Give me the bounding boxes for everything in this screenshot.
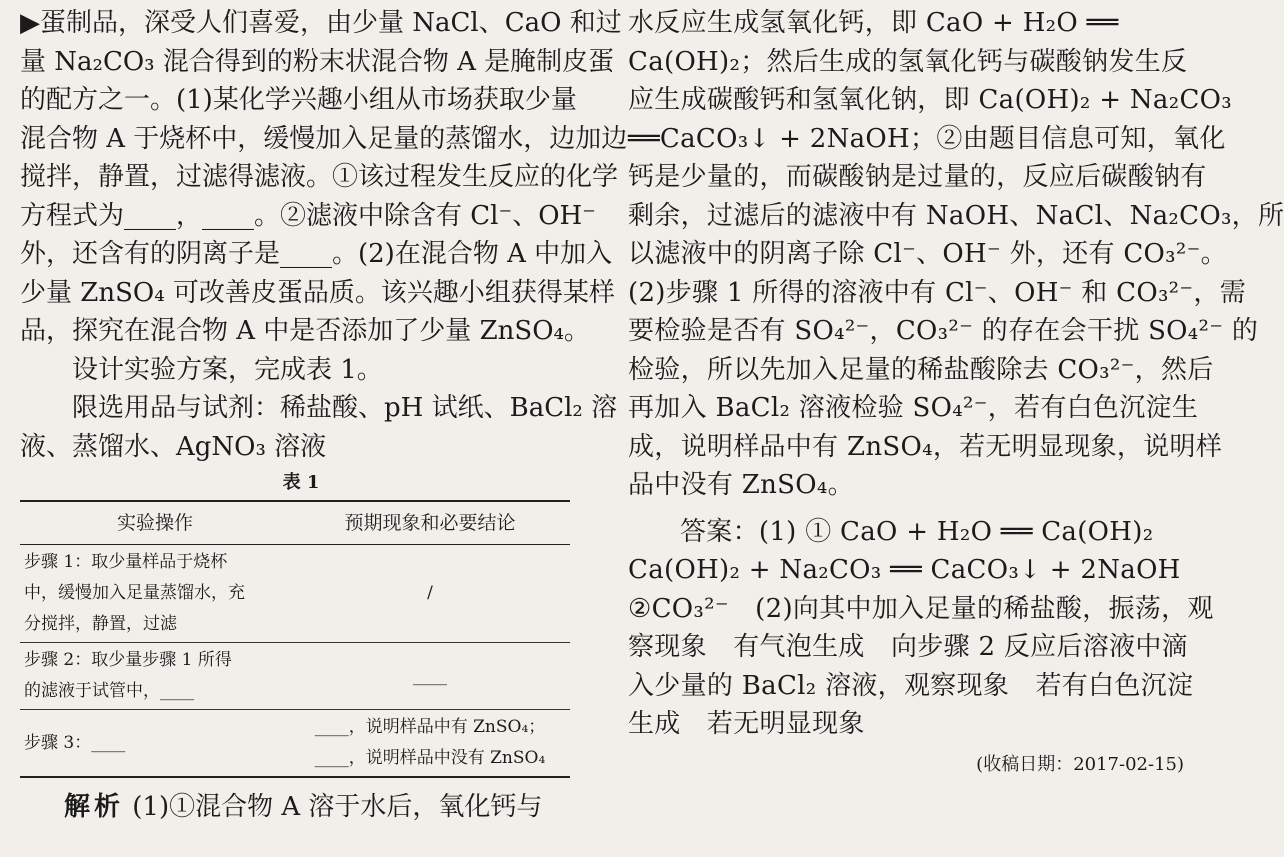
analysis-text: (1)①混合物 A 溶于水后，氧化钙与 [132, 792, 543, 822]
text-line: 要检验是否有 SO₄²⁻，CO₃²⁻ 的存在会干扰 SO₄²⁻ 的 [628, 316, 1259, 346]
answer-line: 入少量的 BaCl₂ 溶液，观察现象 若有白色沉淀 [628, 670, 1194, 701]
text-line: 品，探究在混合物 A 中是否添加了少量 ZnSO₄。 [20, 316, 590, 346]
received-date: (收稿日期：2017-02-15) [976, 753, 1184, 775]
result-cell [290, 710, 570, 778]
cell-text: 中，缓慢加入足量蒸馏水，充 [24, 583, 245, 603]
text-line: 搅拌，静置，过滤得滤液。①该过程发生反应的化学 [20, 162, 619, 192]
cell-text: 步骤 3：____ [24, 732, 126, 753]
text-line: 少量 ZnSO₄ 可改善皮蛋品质。该兴趣小组获得某样 [20, 277, 615, 308]
answer-section [628, 513, 1214, 744]
analysis-continued [628, 4, 1284, 505]
answer-line: 察现象 有气泡生成 向步骤 2 反应后溶液中滴 [628, 632, 1188, 662]
cell-text: 步骤 1：取少量样品于烧杯 [24, 552, 228, 572]
text-line: 外，还含有的阴离子是____。(2)在混合物 A 中加入 [20, 239, 613, 269]
reagent-line: 限选用品与试剂：稀盐酸、pH 试纸、BaCl₂ 溶 [72, 393, 618, 423]
design-instruction: 设计实验方案，完成表 1。 [72, 354, 383, 385]
text-line: 量 Na₂CO₃ 混合得到的粉末状混合物 A 是腌制皮蛋 [20, 46, 615, 77]
result-cell [290, 545, 570, 643]
operation-cell [20, 643, 290, 710]
cell-text: 的滤液于试管中，____ [24, 681, 194, 701]
text-line: 方程式为____，____。②滤液中除含有 Cl⁻、OH⁻ [20, 200, 596, 231]
text-line: 检验，所以先加入足量的稀盐酸除去 CO₃²⁻，然后 [628, 354, 1214, 385]
answer-line: 答案：(1) ① CaO + H₂O ══ Ca(OH)₂ [680, 516, 1154, 547]
table-title: 表 1 [282, 472, 320, 493]
answer-line: ②CO₃²⁻ (2)向其中加入足量的稀盐酸，振荡，观 [628, 593, 1214, 624]
text-line: 应生成碳酸钙和氢氧化钠，即 Ca(OH)₂ + Na₂CO₃ [628, 85, 1232, 115]
column-header-operation: 实验操作 [20, 501, 290, 545]
cell-text: / [427, 583, 433, 603]
cell-text: 步骤 2：取少量步骤 1 所得 [24, 650, 232, 670]
left-column [20, 4, 628, 827]
text-line: 品中没有 ZnSO₄。 [628, 470, 854, 500]
cell-text: ____，说明样品中有 ZnSO₄； [314, 717, 546, 737]
analysis-label: 解析 [64, 792, 125, 822]
text-line: ▶蛋制品，深受人们喜爱，由少量 NaCl、CaO 和过 [20, 8, 622, 38]
operation-cell [20, 545, 290, 643]
text-line: 以滤液中的阴离子除 Cl⁻、OH⁻ 外，还有 CO₃²⁻。 [628, 239, 1227, 269]
text-line: 钙是少量的，而碳酸钠是过量的，反应后碳酸钠有 [628, 162, 1207, 192]
experiment-table [20, 500, 570, 778]
answer-line: 生成 若无明显现象 [628, 709, 865, 739]
text-line: 的配方之一。(1)某化学兴趣小组从市场获取少量 [20, 85, 577, 115]
text-line: (2)步骤 1 所得的溶液中有 Cl⁻、OH⁻ 和 CO₃²⁻，需 [628, 277, 1247, 308]
cell-text: ____ [413, 665, 447, 686]
text-line: 混合物 A 于烧杯中，缓慢加入足量的蒸馏水，边加边 [20, 123, 628, 154]
question-text [20, 4, 628, 466]
table-row [20, 710, 570, 778]
table-row [20, 545, 570, 643]
text-line: 再加入 BaCl₂ 溶液检验 SO₄²⁻，若有白色沉淀生 [628, 393, 1199, 423]
table-row [20, 643, 570, 710]
cell-text: 分搅拌，静置，过滤 [24, 614, 177, 634]
text-line: ══CaCO₃↓ + 2NaOH；②由题目信息可知，氧化 [628, 123, 1226, 154]
result-cell [290, 643, 570, 710]
right-column [628, 4, 1284, 780]
column-header-result: 预期现象和必要结论 [290, 501, 570, 545]
answer-line: Ca(OH)₂ + Na₂CO₃ ══ CaCO₃↓ + 2NaOH [628, 555, 1181, 585]
cell-text: ____，说明样品中没有 ZnSO₄ [314, 748, 546, 768]
reagent-line: 液、蒸馏水、AgNO₃ 溶液 [20, 431, 327, 462]
text-line: 成，说明样品中有 ZnSO₄，若无明显现象，说明样 [628, 431, 1223, 462]
text-line: 剩余，过滤后的滤液中有 NaOH、NaCl、Na₂CO₃，所 [628, 200, 1284, 231]
text-line: 水反应生成氢氧化钙，即 CaO + H₂O ══ [628, 8, 1119, 38]
text-line: Ca(OH)₂；然后生成的氢氧化钙与碳酸钠发生反 [628, 46, 1188, 77]
table-header-row [20, 501, 570, 545]
analysis-start [20, 788, 582, 827]
operation-cell [20, 710, 290, 778]
